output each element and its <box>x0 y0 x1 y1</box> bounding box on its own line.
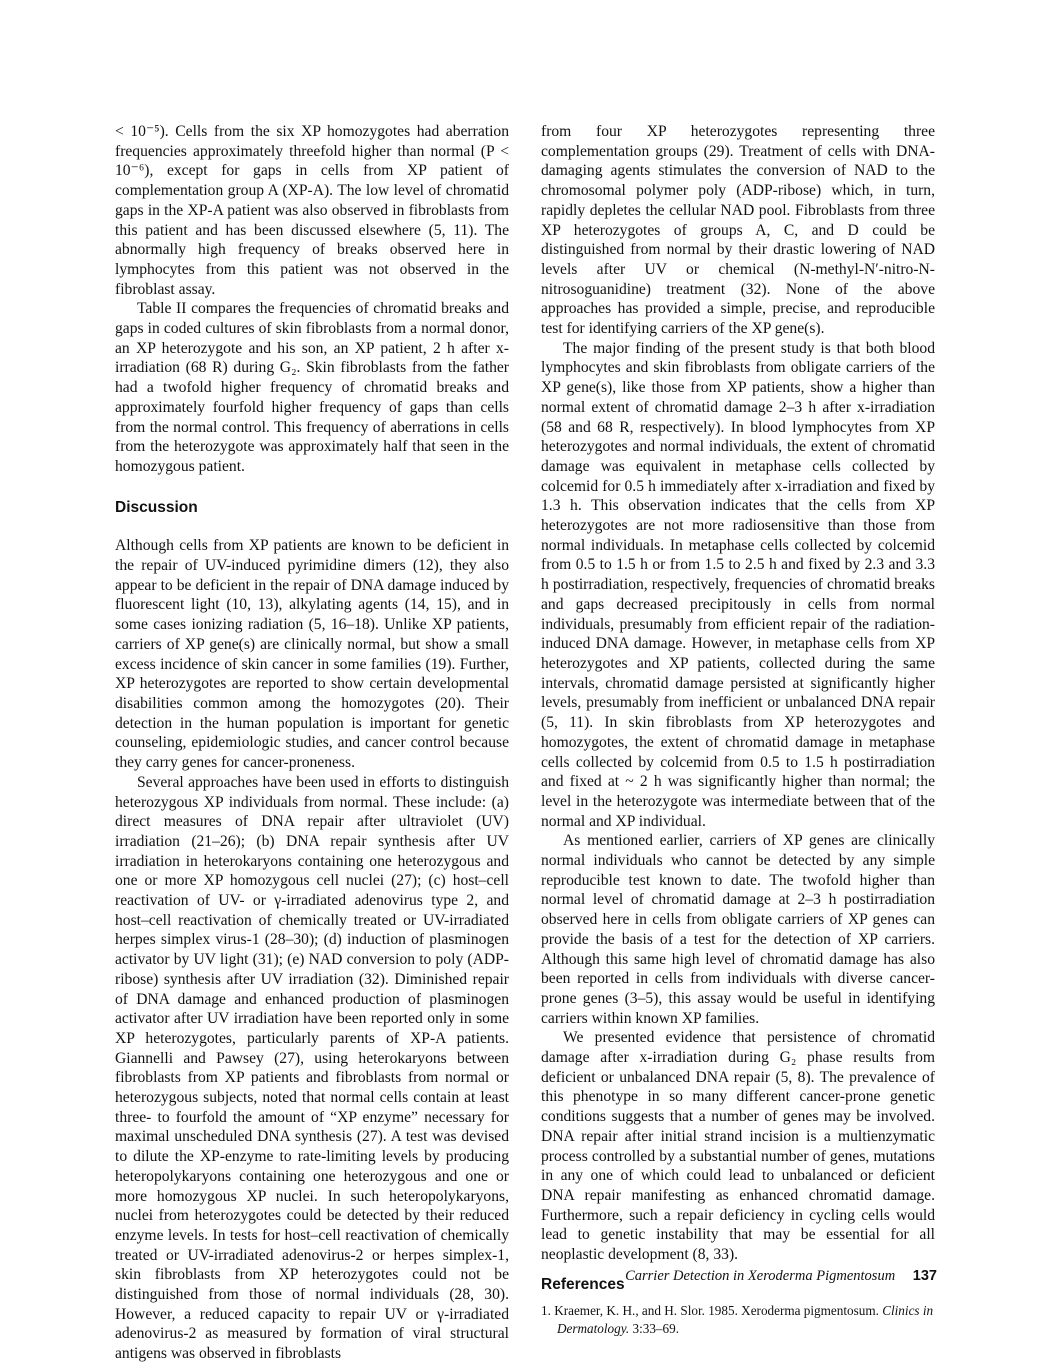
paragraph: We presented evidence that persistence of chromatid damage after x-irradiation during G₂ phase results from deficient or unbalanced DNA repair (5, 8). The prevalence of this phenotype in so many different cancer-prone genetic conditions suggests that a number of genes may be involved. DNA repair after initial strand incision is a multienzymatic process controlled by a substantial number of genes, mutations in any one of which could lead to unbalanced or deficient DNA repair manifesting as enhanced chromatid damage. Furthermore, such a repair deficiency in cycling cells would lead to genetic instability that may be essential for all neoplastic development (8, 33). <box>541 1029 935 1264</box>
reference-item <box>541 1302 935 1338</box>
paragraph: Table II compares the frequencies of chromatid breaks and gaps in coded cultures of skin fibroblasts from a normal donor, an XP heterozygote and his son, an XP patient, 2 h after x-irradiation (68 R) during G₂. Skin fibroblasts from the father had a twofold higher frequency of chromatid breaks and approximately fourfold higher frequency of gaps than cells from the normal control. This frequency of aberrations in cells from the heterozygote was approximately half that seen in the homozygous patient. <box>115 300 509 475</box>
reference-journal: Clinics in Dermatology. <box>557 1303 934 1337</box>
paragraph: The major finding of the present study is that both blood lymphocytes and skin fibroblasts from obligate carriers of the XP gene(s), like those from XP patients, show a higher than normal extent of chromatid damage 2–3 h after x-irradiation (58 and 68 R, respectively). In blood lymphocytes from XP heterozygotes and normal individuals, the extent of chromatid damage was equivalent in metaphase cells collected by colcemid for 0.5 h immediately after x-irradiation and fixed by 1.3 h. This observation indicates that the cells from XP heterozygotes are not more radiosensitive than those from normal individuals. In metaphase cells collected by colcemid from 0.5 to 1.5 h or from 1.5 to 2.5 h and fixed by 2.3 and 3.3 h postirradiation, respectively, frequencies of chromatid breaks and gaps decreased precipitously in cells from normal individuals, presumably from efficient repair of the radiation-induced DNA damage. However, in metaphase cells from XP heterozygotes and XP patients, collected during the same intervals, chromatid damage persisted at significantly higher levels, presumably from inefficient or unbalanced DNA repair (5, 11). In skin fibroblasts from XP heterozygotes and homozygotes, the extent of chromatid damage in metaphase cells collected by colcemid from 0.5 to 1.5 h postirradiation and fixed at ~ 2 h was significantly higher than normal; the level in the heterozygote was intermediate between that of the normal and XP individual. <box>541 339 935 830</box>
paragraph: As mentioned earlier, carriers of XP genes are clinically normal individuals who cannot be detected by any simple reproducible test known to date. The twofold higher than normal level of chromatid damage at 2–3 h postirradiation observed here in cells from obligate carriers of XP genes can provide the basis of a test for the detection of XP carriers. Although this same high level of chromatid damage has also been reported in cells from individuals with diverse cancer-prone genes (3–5), this assay would be useful in identifying carriers within known XP families. <box>541 832 935 1027</box>
paragraph: < 10⁻⁵). Cells from the six XP homozygotes had aberration frequencies approximately threefold higher than normal (P < 10⁻⁶), except for gaps in cells from XP patient of complementation group A (XP-A). The low level of chromatid gaps in the XP-A patient was also observed in fibroblasts from this patient and has been discussed elsewhere (5, 11). The abnormally high frequency of breaks observed here in lymphocytes from this patient was not observed in the fibroblast assay. <box>115 123 509 298</box>
page-footer <box>625 1268 937 1285</box>
left-column <box>115 122 509 1364</box>
paragraph: from four XP heterozygotes representing three complementation groups (29). Treatment of cells with DNA-damaging agents stimulates the conversion of NAD to the chromosomal polymer poly (ADP-ribose) which, in turn, rapidly depletes the cellular NAD pool. Fibroblasts from three XP heterozygotes of groups A, C, and D could be distinguished from normal by their drastic lowering of NAD levels after UV or chemical (N-methyl-N′-nitro-N-nitrosoguanidine) treatment (32). None of the above approaches has provided a simple, precise, and reproducible test for identifying carriers of the XP gene(s). <box>541 123 935 338</box>
reference-number: 1. <box>541 1303 551 1319</box>
paragraph: Several approaches have been used in efforts to distinguish heterozygous XP individuals from normal. These include: (a) direct measures of DNA repair after ultraviolet (UV) irradiation (21–26); (b) DNA repair synthesis after UV irradiation in heterokaryons containing one heterozygous and one or more XP homozygous cell nuclei (27); (c) host–cell reactivation of UV- or γ-irradiated adenovirus type 2, and host–cell reactivation of chemically treated or UV-irradiated herpes simplex virus-1 (28–30); (d) induction of plasminogen activator by UV light (31); (e) NAD conversion to poly (ADP-ribose) synthesis after UV irradiation (32). Diminished repair of DNA damage and enhanced production of plasminogen activator after UV irradiation have been reported only in some XP heterozygotes, particularly parents of XP-A patients. Giannelli and Pawsey (27), using heterokaryons between fibroblasts from XP patients and fibroblasts from normal or heterozygous subjects, noted that normal cells contain at least three- to fourfold the amount of “XP enzyme” necessary for maximal unscheduled DNA synthesis (27). A test was devised to dilute the XP-enzyme to rate-limiting levels by producing heteropolykaryons containing one heterozygous and one or more homozygous XP nuclei. In such heteropolykaryons, nuclei from heterozygotes could be detected by their reduced enzyme levels. In tests for host–cell reactivation of chemically treated or UV-irradiated adenovirus-2 or herpes simplex-1, skin fibroblasts from XP heterozygotes could not be distinguished from those of normal individuals (28, 30). However, a reduced capacity to repair UV or γ-irradiated adenovirus-2 as measured by formation of viral structural antigens was observed in fibroblasts <box>115 773 509 1363</box>
paragraph: Although cells from XP patients are known to be deficient in the repair of UV-induced pyrimidine dimers (12), they also appear to be deficient in the repair of DNA damage induced by fluorescent light (10, 13), alkylating agents (14, 15), and in some cases ionizing radiation (5, 16–18). Unlike XP patients, carriers of XP gene(s) are clinically normal, but show a small excess incidence of skin cancer in some families (19). Further, XP heterozygotes are reported to show certain developmental disabilities common among the homozygotes (20). Their detection in the human population is important for genetic counseling, epidemiologic studies, and cancer control because they carry genes for cancer-proneness. <box>115 537 509 772</box>
section-heading-discussion: Discussion <box>115 498 198 516</box>
reference-text: Kraemer, K. H., and H. Slor. 1985. Xeroderma pigmentosum. <box>554 1303 879 1319</box>
reference-volume: 3:33–69. <box>632 1321 679 1337</box>
page-number: 137 <box>912 1268 937 1284</box>
running-title: Carrier Detection in Xeroderma Pigmentosum <box>625 1268 896 1284</box>
right-column <box>541 122 935 1338</box>
section-heading-references: References <box>541 1275 625 1293</box>
